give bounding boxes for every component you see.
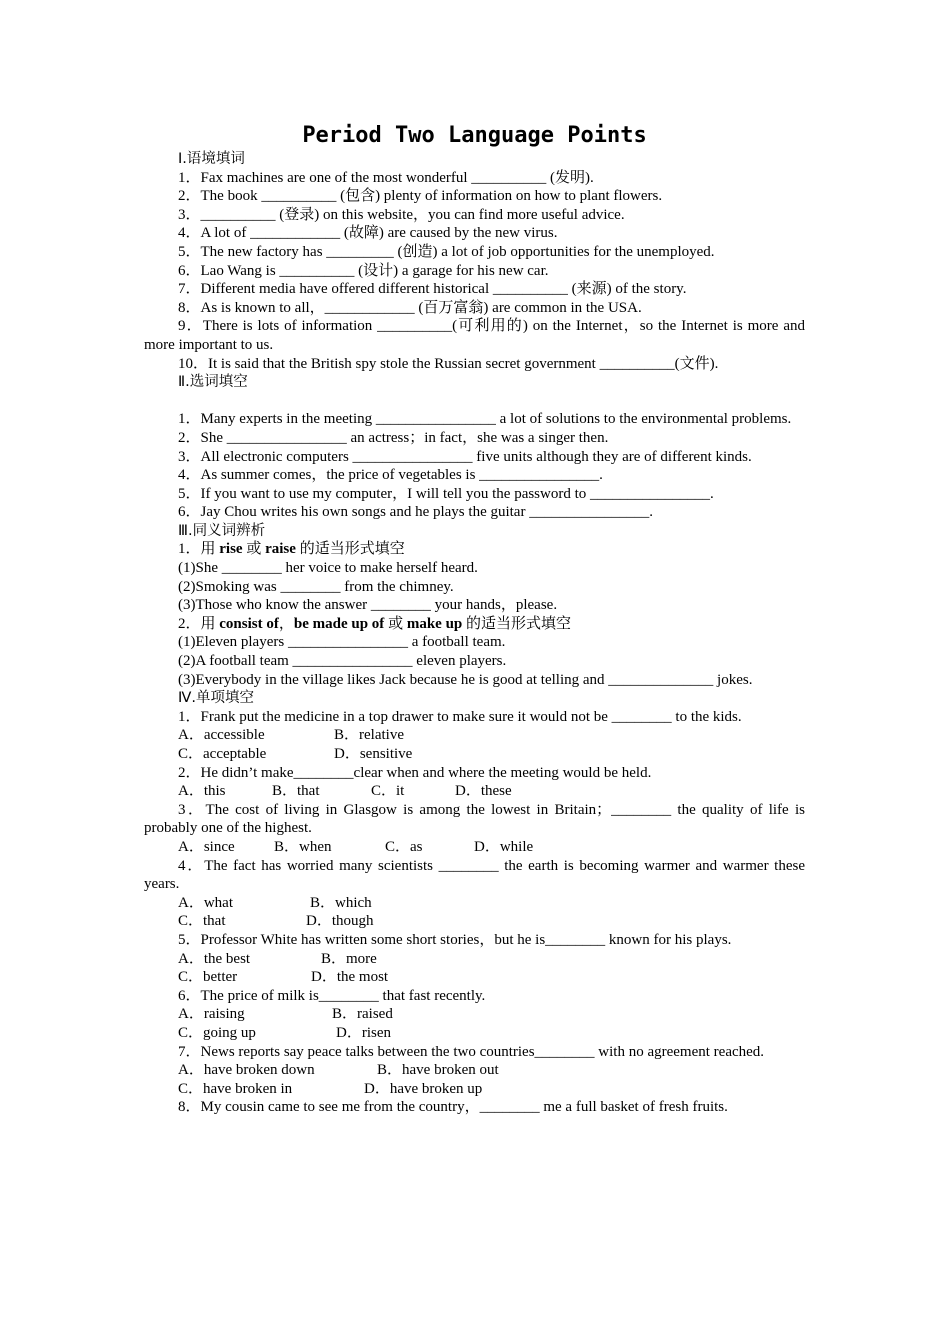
exercise-item: (1)She ________ her voice to make herself heard. [178,560,478,577]
option: C．that [178,913,226,930]
exercise-item: 3．__________ (登录) on this website，you can find more useful advice. [178,206,625,223]
q-prefix: 2．用 [178,615,220,632]
option: C．acceptable [178,746,267,762]
option: D．though [306,913,374,930]
keyword: consist of [219,615,279,632]
option: A．since [178,838,235,855]
section-heading-4: Ⅳ.单项填空 [178,690,254,707]
q-connector: 或 [242,541,266,558]
exercise-item: (2)A football team ________________ eleven players. [178,653,507,670]
option: A．accessible [178,727,265,744]
option: A．have broken down [178,1062,315,1079]
exercise-item: (3)Those who know the answer ________ your hands，please. [178,597,558,614]
mc-options [144,968,805,987]
mc-question: 8．My cousin came to see me from the country，________ me a full basket of fresh fruits. [178,1099,728,1116]
mc-options [144,1005,805,1024]
option: A．this [178,783,226,800]
section-heading-3: Ⅲ.同义词辨析 [178,522,266,539]
keyword: rise [219,541,243,558]
mc-options [144,838,805,857]
exercise-item: 5．If you want to use my computer，I will tell you the password to ________________. [178,485,714,502]
option: D．risen [336,1024,391,1041]
mc-options [144,782,805,801]
option: B．have broken out [377,1062,499,1079]
q-connector: 或 [384,615,407,632]
mc-options [144,1061,805,1080]
exercise-item: 1．Many experts in the meeting ________________ a lot of solutions to the environmental problems. [178,411,792,428]
option: D．these [455,783,512,800]
exercise-item: 2．The book __________ (包含) plenty of information on how to plant flowers. [178,188,663,205]
exercise-item: 2．She ________________ an actress；in fact，she was a singer then. [178,429,609,446]
exercise-item: 9．There is lots of information __________(可利用的) on the Internet，so the Internet is more and more important to us. [144,318,805,353]
option: A．what [178,894,233,911]
exercise-item: 7．Different media have offered different historical __________ (来源) of the story. [178,281,687,298]
exercise-item: 6．Jay Chou writes his own songs and he plays the guitar ________________. [178,504,653,521]
section-heading-1: Ⅰ.语境填词 [178,151,245,167]
option: D．have broken up [364,1080,483,1097]
option: D．while [474,838,534,855]
option: D．the most [311,969,389,986]
option: B．that [272,783,320,800]
mc-question: 5．Professor White has written some short stories，but he is________ known for his plays. [178,931,732,948]
mc-options [144,950,805,969]
page-title: Period Two Language Points [302,123,647,148]
mc-question: 6．The price of milk is________ that fast recently. [178,987,486,1004]
option: C．going up [178,1024,256,1041]
mc-question: 4．The fact has worried many scientists ________ the earth is becoming warmer and warmer these years. [144,857,805,893]
sub-question-heading [144,615,805,634]
q-separator: ， [278,615,294,632]
exercise-item: 10．It is said that the British spy stole the Russian secret government __________(文件). [178,355,719,372]
mc-options [144,1080,805,1099]
option: C．as [385,838,423,855]
keyword: make up [406,615,463,632]
mc-options [144,1024,805,1043]
option: A．raising [178,1006,245,1023]
option: D．sensitive [334,746,413,762]
exercise-item: 5．The new factory has _________ (创造) a lot of job opportunities for the unemployed. [178,243,715,260]
mc-options [144,894,805,913]
q-suffix: 的适当形式填空 [462,615,572,632]
option: B．raised [332,1006,393,1023]
option: C．have broken in [178,1080,293,1097]
exercise-item: 4．A lot of ____________ (故障) are caused by the new virus. [178,225,558,242]
exercise-item: (2)Smoking was ________ from the chimney. [178,578,454,595]
exercise-item: 3．All electronic computers ________________ five units although they are of different kinds. [178,448,752,465]
option: C．it [371,783,405,800]
mc-question: 7．News reports say peace talks between the two countries________ with no agreement reached. [178,1043,765,1060]
mc-question: 2．He didn’t make________clear when and where the meeting would be held. [178,764,652,781]
exercise-item: 8．As is known to all，____________ (百万富翁) are common in the USA. [178,299,642,316]
mc-options [144,912,805,931]
exercise-item: (3)Everybody in the village likes Jack because he is good at telling and ______________ jokes. [178,671,753,688]
option: B．when [274,838,332,855]
option: C．better [178,969,238,986]
spacer [144,392,805,411]
exercise-item: 4．As summer comes，the price of vegetables is ________________. [178,467,603,484]
keyword: be made up of [293,615,385,632]
mc-options [144,745,805,764]
mc-question: 1．Frank put the medicine in a top drawer to make sure it would not be ________ to the kids. [178,708,742,725]
option: B．more [321,950,377,967]
option: B．relative [334,727,404,744]
keyword: raise [265,541,296,558]
q-suffix: 的适当形式填空 [295,541,405,558]
exercise-item: 1．Fax machines are one of the most wonderful __________ (发明). [178,169,594,186]
mc-question: 3．The cost of living in Glasgow is among the lowest in Britain；________ the quality of life is probably one of the highest. [144,801,805,837]
mc-options [144,726,805,745]
q-prefix: 1．用 [178,541,220,558]
exercise-item: (1)Eleven players ________________ a football team. [178,634,506,651]
sub-question-heading [144,540,805,559]
section-heading-2: Ⅱ.选词填空 [178,374,248,391]
option: A．the best [178,950,251,967]
worksheet-page [144,122,805,1117]
option: B．which [310,894,372,911]
exercise-item: 6．Lao Wang is __________ (设计) a garage for his new car. [178,262,549,279]
